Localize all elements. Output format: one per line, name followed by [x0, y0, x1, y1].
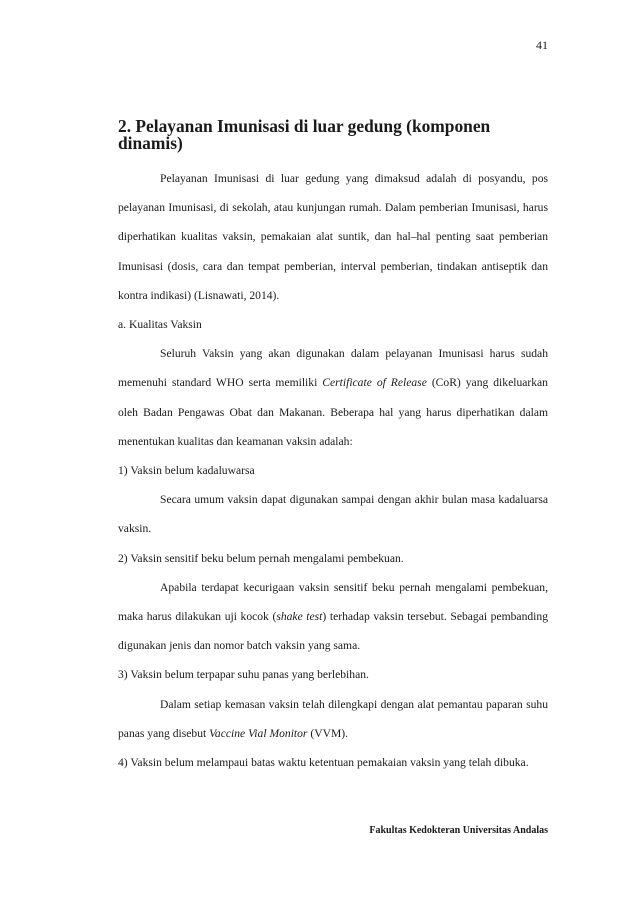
item-2-title: 2) Vaksin sensitif beku belum pernah mengalami pembekuan.: [118, 551, 404, 565]
subsection-title: a. Kualitas Vaksin: [118, 318, 202, 332]
quality-text-italic: Certificate of Release: [322, 376, 427, 390]
item-4: 4) Vaksin belum melampaui batas waktu ketentuan pemakaian vaksin yang telah dibuka.: [118, 756, 529, 770]
item-3-body: [118, 690, 548, 748]
document-body: [118, 118, 548, 777]
quality-text-before: Seluruh Vaksin yang akan digunakan dalam pelayanan Imunisasi harus sudah memenuhi standard WHO serta memiliki: [118, 347, 548, 390]
item-2-text-after: ) terhadap vaksin tersebut. Sebagai pembanding digunakan jenis dan nomor batch vaksin yang sama.: [118, 610, 548, 653]
section-heading: 2. Pelayanan Imunisasi di luar gedung (komponen dinamis): [118, 116, 491, 153]
footer-institution: Fakultas Kedokteran Universitas Andalas: [369, 825, 548, 836]
intro-paragraph: Pelayanan Imunisasi di luar gedung yang dimaksud adalah di posyandu, pos pelayanan Imunisasi, di sekolah, atau kunjungan rumah. Dalam pemberian Imunisasi, harus diperhatikan kualitas vaksin, pemakaian alat suntik, dan hal–hal penting saat pemberian Imunisasi (dosis, cara dan tempat pemberian, interval pemberian, tindakan antiseptik dan kontra indikasi) (Lisnawati, 2014).: [118, 172, 548, 302]
item-2-text-before: Apabila terdapat kecurigaan vaksin sensitif beku pernah mengalami pembekuan, maka harus dilakukan uji kocok (: [118, 580, 548, 624]
item-3-title: 3) Vaksin belum terpapar suhu panas yang berlebihan.: [118, 668, 369, 682]
quality-text-after: (CoR) yang dikeluarkan oleh Badan Pengawas Obat dan Makanan. Beberapa hal yang harus diperhatikan dalam menentukan kualitas dan keamanan vaksin adalah:: [118, 376, 548, 448]
item-3-text-after: (VVM).: [310, 726, 349, 740]
item-1-body: Secara umum vaksin dapat digunakan sampai dengan akhir bulan masa kadaluarsa vaksin.: [118, 493, 548, 536]
item-3-text-before: Dalam setiap kemasan vaksin telah dilengkapi dengan alat pemantau paparan suhu panas yang disebut: [118, 697, 548, 740]
quality-paragraph: [118, 339, 548, 456]
item-2-text-italic: shake test: [276, 610, 323, 624]
item-1-title: 1) Vaksin belum kadaluwarsa: [118, 464, 255, 478]
page-number: 41: [536, 38, 548, 52]
item-2-body: [118, 573, 548, 661]
item-3-text-italic: Vaccine Vial Monitor: [209, 726, 308, 740]
